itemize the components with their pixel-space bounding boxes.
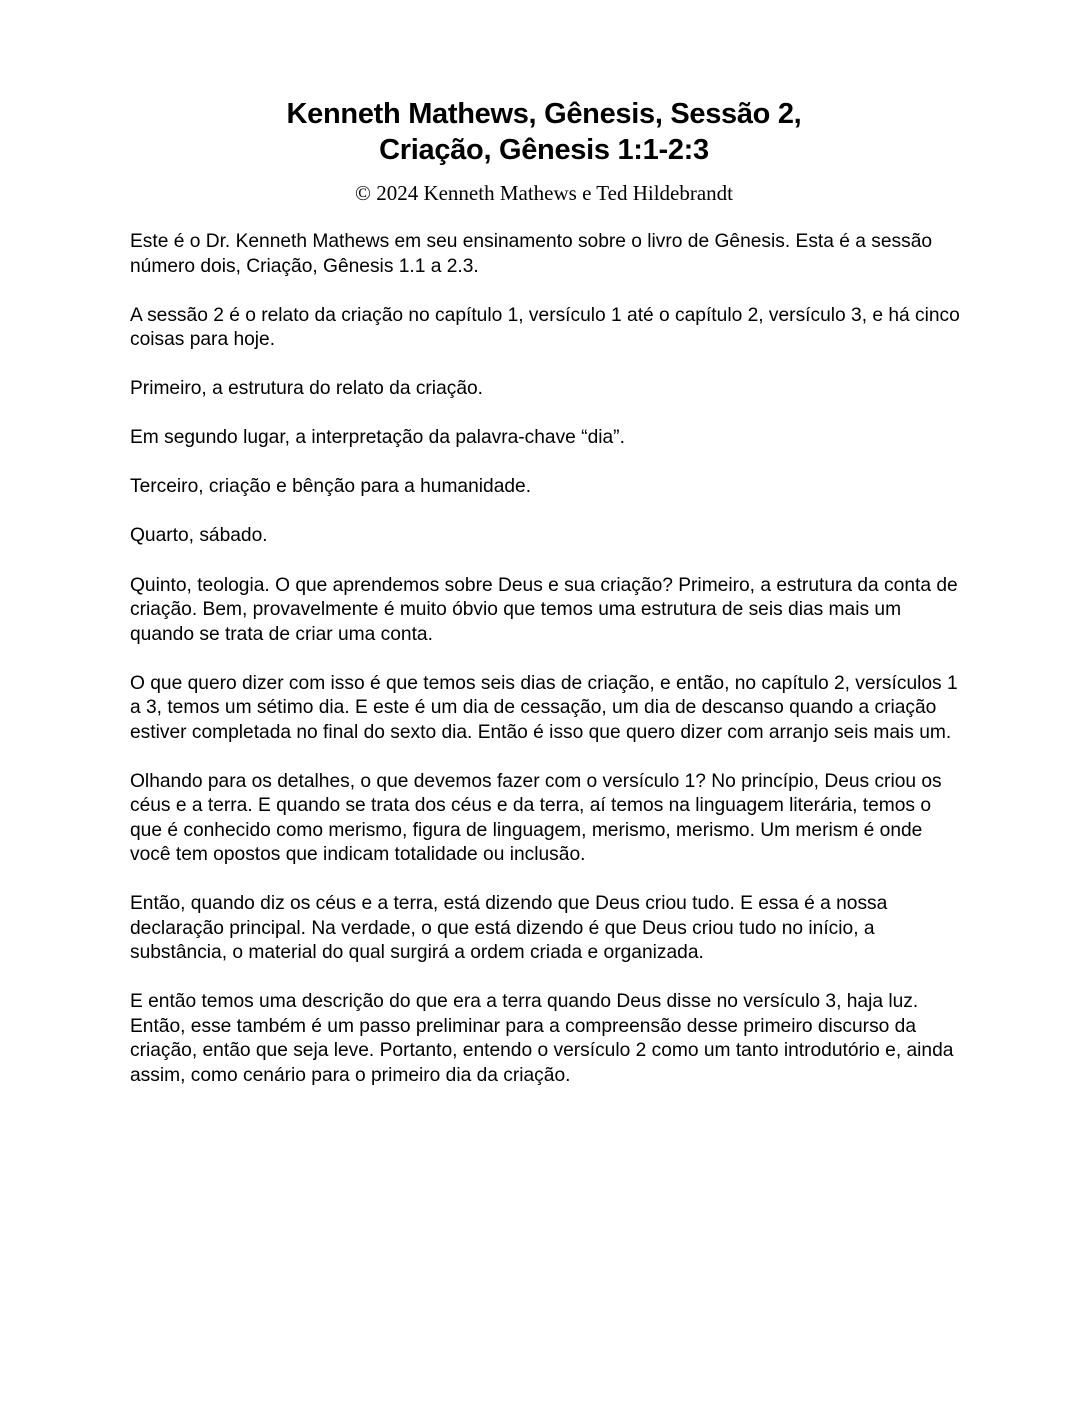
paragraph-3: Primeiro, a estrutura do relato da criação. (130, 378, 484, 400)
title-line-2: Criação, Gênesis 1:1-2:3 (379, 134, 709, 166)
paragraph-10: Então, quando diz os céus e a terra, está dizendo que Deus criou tudo. E essa é a nossa declaração principal. Na verdade, o que está dizendo é que Deus criou tudo no início, a substância, o material do qual surgirá a ordem criada e organizada. (130, 893, 888, 964)
paragraph-9: Olhando para os detalhes, o que devemos fazer com o versículo 1? No princípio, Deus criou os céus e a terra. E quando se trata dos céus e da terra, aí temos na linguagem literária, temos o que é conhecido como merismo, figura de linguagem, merismo, merismo. Um merism é onde você tem opostos que indicam totalidade ou inclusão. (130, 770, 942, 866)
copyright-notice: © 2024 Kenneth Mathews e Ted Hildebrandt (354, 181, 733, 205)
paragraph-2: A sessão 2 é o relato da criação no capítulo 1, versículo 1 até o capítulo 2, versículo 3, e há cinco coisas para hoje. (130, 304, 960, 351)
title-line-1: Kenneth Mathews, Gênesis, Sessão 2, (286, 98, 802, 130)
paragraph-11: E então temos uma descrição do que era a terra quando Deus disse no versículo 3, haja luz. Então, esse também é um passo preliminar para a compreensão desse primeiro discurso da criação, então que seja leve. Portanto, entendo o versículo 2 como um tanto introdutório e, ainda assim, como cenário para o primeiro dia da criação. (130, 991, 954, 1086)
document-body (130, 230, 960, 1113)
document-title (0, 96, 1088, 168)
paragraph-7: Quinto, teologia. O que aprendemos sobre Deus e sua criação? Primeiro, a estrutura da conta de criação. Bem, provavelmente é muito óbvio que temos uma estrutura de seis dias mais um quando se trata de criar uma conta. (130, 574, 958, 645)
paragraph-1: Este é o Dr. Kenneth Mathews em seu ensinamento sobre o livro de Gênesis. Esta é a sessão número dois, Criação, Gênesis 1.1 a 2.3. (130, 231, 933, 277)
paragraph-8: O que quero dizer com isso é que temos seis dias de criação, e então, no capítulo 2, versículos 1 a 3, temos um sétimo dia. E este é um dia de cessação, um dia de descanso quando a criação estiver completada no final do sexto dia. Então é isso que quero dizer com arranjo seis mais um. (130, 672, 958, 743)
paragraph-5: Terceiro, criação e bênção para a humanidade. (130, 476, 532, 498)
paragraph-6: Quarto, sábado. (130, 525, 268, 547)
paragraph-4: Em segundo lugar, a interpretação da palavra-chave “dia”. (130, 427, 625, 449)
